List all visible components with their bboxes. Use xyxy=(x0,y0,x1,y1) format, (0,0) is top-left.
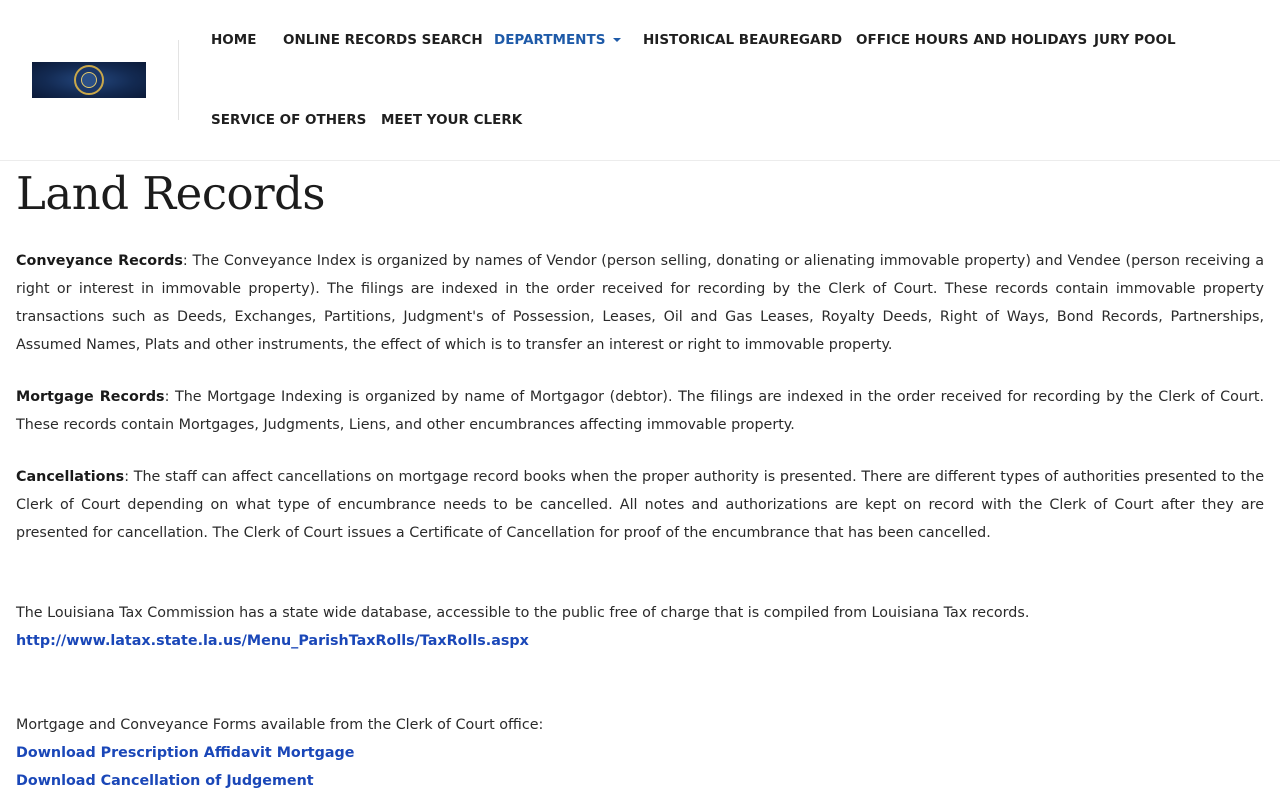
conveyance-records-paragraph xyxy=(16,247,1264,359)
site-header xyxy=(0,0,1280,161)
tax-rolls-link[interactable]: http://www.latax.state.la.us/Menu_ParishTaxRolls/TaxRolls.aspx xyxy=(16,633,529,649)
mortgage-records-label: Mortgage Records xyxy=(16,389,165,405)
nav-meet-your-clerk[interactable]: MEET YOUR CLERK xyxy=(381,112,523,128)
seal-emblem-icon xyxy=(81,72,97,88)
cancellations-label: Cancellations xyxy=(16,469,125,485)
cancellations-text: : The staff can affect cancellations on mortgage record books when the proper authority is presented. There are different types of authorities presented to the Clerk of Court depending on what type of encumbrance needs to be cancelled. All notes and authorizations are kept on record with the Clerk of Court after they are presented for cancellation. The Clerk of Court issues a Certificate of Cancellation for proof of the encumbrance that has been cancelled. xyxy=(16,469,1264,541)
nav-home[interactable]: HOME xyxy=(211,32,257,48)
page-title: Land Records xyxy=(16,167,326,220)
forms-intro-text: Mortgage and Conveyance Forms available from the Clerk of Court office: xyxy=(16,717,544,733)
nav-historical-beauregard[interactable]: HISTORICAL BEAUREGARD xyxy=(643,32,843,48)
seal-icon xyxy=(74,65,104,95)
conveyance-records-text: : The Conveyance Index is organized by names of Vendor (person selling, donating or alienating immovable property) and Vendee (person receiving a right or interest in immovable property). The filings are indexed in the order received for recording by the Clerk of Court. These records contain immovable property transactions such as Deeds, Exchanges, Partitions, Judgment's of Possession, Leases, Oil and Gas Leases, Royalty Deeds, Right of Ways, Bond Records, Partnerships, Assumed Names, Plats and other instruments, the effect of which is to transfer an interest or right to immovable property. xyxy=(16,253,1265,353)
nav-jury-pool[interactable]: JURY POOL xyxy=(1094,32,1176,48)
tax-commission-text: The Louisiana Tax Commission has a state wide database, accessible to the public free of charge that is compiled from Louisiana Tax records. xyxy=(16,605,1030,621)
cancellations-paragraph xyxy=(16,463,1264,547)
caret-down-icon xyxy=(613,38,621,42)
mortgage-records-paragraph xyxy=(16,383,1264,439)
conveyance-records-label: Conveyance Records xyxy=(16,253,183,269)
nav-departments-label: DEPARTMENTS xyxy=(494,32,606,48)
mortgage-records-text: : The Mortgage Indexing is organized by name of Mortgagor (debtor). The filings are indexed in the order received for recording by the Clerk of Court. These records contain Mortgages, Judgments, Liens, and other encumbrances affecting immovable property. xyxy=(16,389,1264,433)
download-cancellation-judgement-link[interactable]: Download Cancellation of Judgement xyxy=(16,773,314,789)
nav-office-hours[interactable]: OFFICE HOURS AND HOLIDAYS xyxy=(856,32,1088,48)
download-prescription-affidavit-link[interactable]: Download Prescription Affidavit Mortgage xyxy=(16,745,355,761)
nav-online-records-search[interactable]: ONLINE RECORDS SEARCH xyxy=(283,32,483,48)
parish-seal-logo[interactable] xyxy=(32,62,146,98)
nav-departments[interactable] xyxy=(494,31,621,49)
header-divider xyxy=(178,40,179,120)
nav-service-of-others[interactable]: SERVICE OF OTHERS xyxy=(211,112,367,128)
